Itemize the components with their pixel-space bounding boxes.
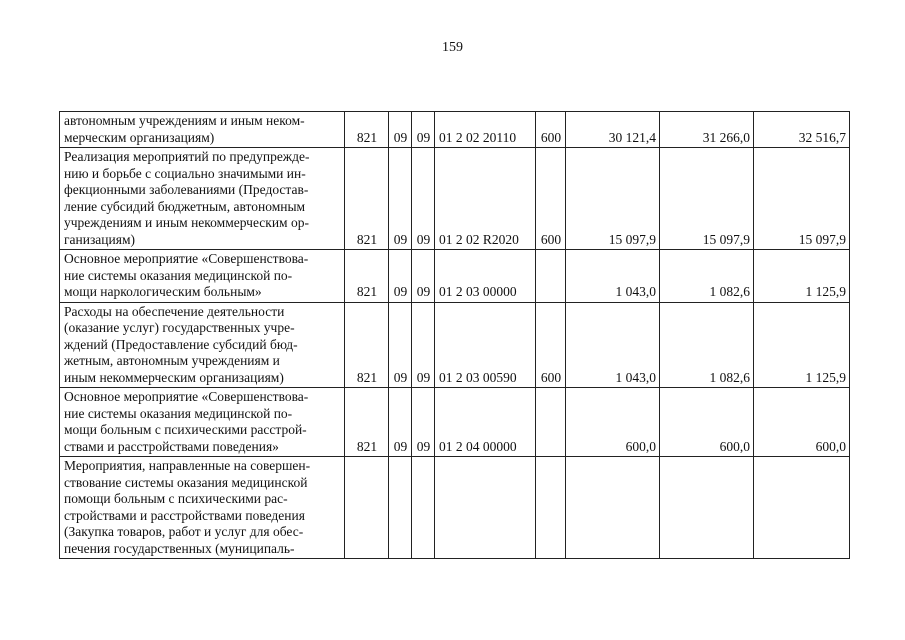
amount-year2-cell bbox=[660, 457, 754, 559]
item-name-line: автономным учреждениям и иным неком- bbox=[64, 113, 305, 128]
item-name-cell bbox=[60, 388, 345, 457]
item-name-cell bbox=[60, 302, 345, 388]
item-name-line: иным некоммерческим организациям) bbox=[64, 369, 284, 385]
amount-year2-cell: 31 266,0 bbox=[660, 112, 754, 148]
item-name-line: ствами и расстройствами поведения» bbox=[64, 438, 279, 454]
table-row bbox=[60, 388, 850, 457]
amount-year2-cell: 600,0 bbox=[660, 388, 754, 457]
target-article-cell bbox=[435, 457, 536, 559]
section-code-cell: 09 bbox=[389, 112, 412, 148]
section-code-cell: 09 bbox=[389, 388, 412, 457]
item-name-line: Расходы на обеспечение деятельности bbox=[64, 303, 285, 319]
target-article-cell: 01 2 02 R2020 bbox=[435, 148, 536, 250]
subsection-code-cell: 09 bbox=[412, 148, 435, 250]
item-name-line: (Закупка товаров, работ и услуг для обес- bbox=[64, 524, 304, 539]
amount-year2-cell: 1 082,6 bbox=[660, 302, 754, 388]
target-article-cell: 01 2 03 00000 bbox=[435, 250, 536, 303]
amount-year2-cell: 15 097,9 bbox=[660, 148, 754, 250]
table-row bbox=[60, 457, 850, 559]
ministry-code-cell: 821 bbox=[345, 148, 389, 250]
item-name-line: печения государственных (муниципаль- bbox=[64, 540, 295, 556]
ministry-code-cell: 821 bbox=[345, 388, 389, 457]
subsection-code-cell: 09 bbox=[412, 302, 435, 388]
item-name-line: мерческим организациям) bbox=[64, 129, 215, 145]
amount-year1-cell: 600,0 bbox=[566, 388, 660, 457]
expense-type-cell: 600 bbox=[536, 112, 566, 148]
section-code-cell: 09 bbox=[389, 148, 412, 250]
item-name-line: ганизациям) bbox=[64, 231, 136, 247]
table-row bbox=[60, 250, 850, 303]
table-row bbox=[60, 302, 850, 388]
item-name-line: фекционными заболеваниями (Предостав- bbox=[64, 182, 309, 197]
item-name-line: Основное мероприятие «Совершенствова- bbox=[64, 389, 309, 404]
amount-year1-cell bbox=[566, 457, 660, 559]
ministry-code-cell: 821 bbox=[345, 112, 389, 148]
amount-year3-cell: 15 097,9 bbox=[754, 148, 850, 250]
amount-year3-cell: 32 516,7 bbox=[754, 112, 850, 148]
subsection-code-cell: 09 bbox=[412, 112, 435, 148]
expense-type-cell bbox=[536, 457, 566, 559]
item-name-line: стройствами и расстройствами поведения bbox=[64, 507, 305, 523]
expense-type-cell bbox=[536, 388, 566, 457]
item-name-line: ствование системы оказания медицинской bbox=[64, 474, 308, 490]
section-code-cell: 09 bbox=[389, 302, 412, 388]
amount-year3-cell: 1 125,9 bbox=[754, 302, 850, 388]
expense-type-cell: 600 bbox=[536, 148, 566, 250]
ministry-code-cell: 821 bbox=[345, 302, 389, 388]
amount-year2-cell: 1 082,6 bbox=[660, 250, 754, 303]
ministry-code-cell: 821 bbox=[345, 250, 389, 303]
subsection-code-cell: 09 bbox=[412, 388, 435, 457]
target-article-cell: 01 2 04 00000 bbox=[435, 388, 536, 457]
amount-year1-cell: 30 121,4 bbox=[566, 112, 660, 148]
section-code-cell bbox=[389, 457, 412, 559]
item-name-line: Основное мероприятие «Совершенствова- bbox=[64, 251, 309, 266]
table-row bbox=[60, 112, 850, 148]
amount-year3-cell: 1 125,9 bbox=[754, 250, 850, 303]
budget-table bbox=[59, 111, 850, 559]
item-name-line: Реализация мероприятий по предупрежде- bbox=[64, 149, 310, 164]
item-name-line: помощи больным с психическими рас- bbox=[64, 491, 288, 506]
item-name-line: (оказание услуг) государственных учре- bbox=[64, 320, 295, 335]
item-name-line: мощи больным с психическими расстрой- bbox=[64, 422, 307, 437]
target-article-cell: 01 2 02 20110 bbox=[435, 112, 536, 148]
item-name-line: ление субсидий бюджетным, автономным bbox=[64, 198, 306, 214]
item-name-line: ние системы оказания медицинской по- bbox=[64, 267, 293, 283]
amount-year1-cell: 1 043,0 bbox=[566, 250, 660, 303]
item-name-cell bbox=[60, 112, 345, 148]
expense-type-cell bbox=[536, 250, 566, 303]
item-name-line: ние системы оказания медицинской по- bbox=[64, 405, 293, 421]
amount-year1-cell: 15 097,9 bbox=[566, 148, 660, 250]
item-name-line: жетным, автономным учреждениям и bbox=[64, 353, 280, 368]
item-name-line: нию и борьбе с социально значимыми ин- bbox=[64, 165, 306, 181]
table-row bbox=[60, 148, 850, 250]
item-name-line: учреждениям и иным некоммерческим ор- bbox=[64, 215, 309, 230]
amount-year3-cell bbox=[754, 457, 850, 559]
page-number: 159 bbox=[442, 40, 463, 55]
item-name-line: Мероприятия, направленные на совершен- bbox=[64, 458, 311, 473]
amount-year1-cell: 1 043,0 bbox=[566, 302, 660, 388]
item-name-cell bbox=[60, 148, 345, 250]
target-article-cell: 01 2 03 00590 bbox=[435, 302, 536, 388]
section-code-cell: 09 bbox=[389, 250, 412, 303]
expense-type-cell: 600 bbox=[536, 302, 566, 388]
ministry-code-cell bbox=[345, 457, 389, 559]
subsection-code-cell bbox=[412, 457, 435, 559]
subsection-code-cell: 09 bbox=[412, 250, 435, 303]
item-name-cell bbox=[60, 250, 345, 303]
amount-year3-cell: 600,0 bbox=[754, 388, 850, 457]
item-name-line: ждений (Предоставление субсидий бюд- bbox=[64, 336, 298, 352]
item-name-cell bbox=[60, 457, 345, 559]
item-name-line: мощи наркологическим больным» bbox=[64, 284, 262, 299]
